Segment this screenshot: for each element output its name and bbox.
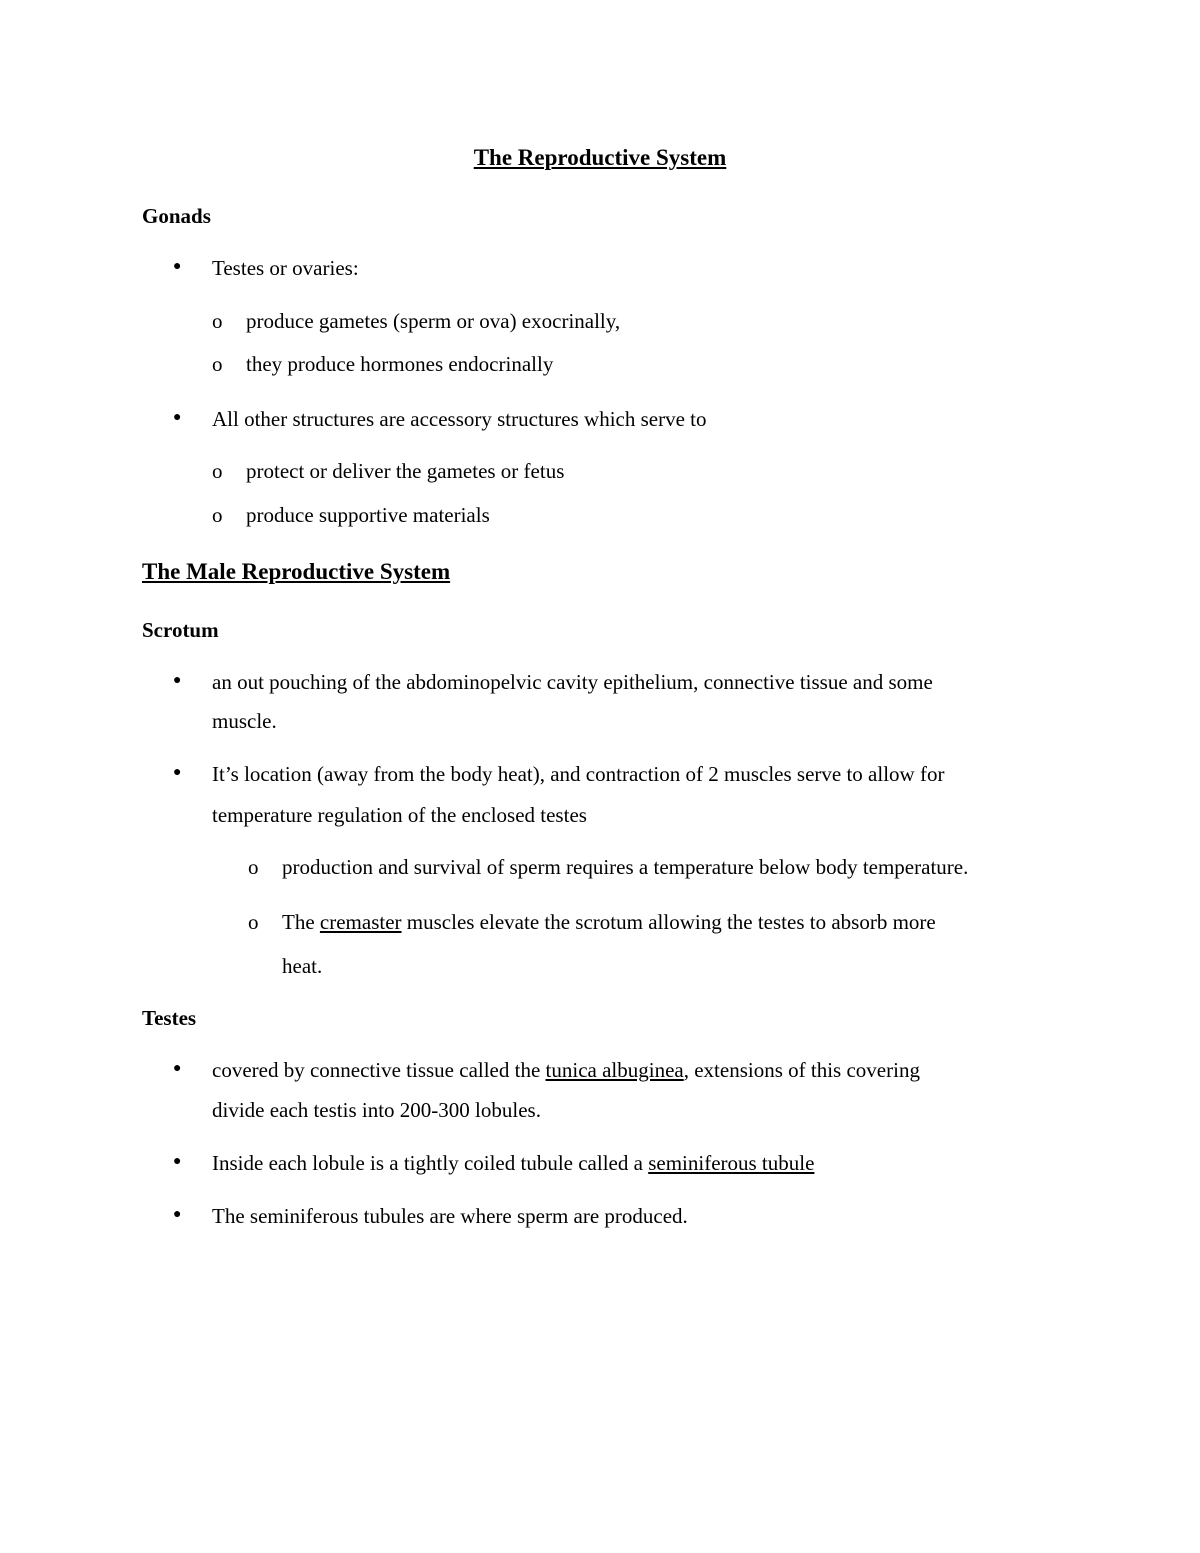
gonads-bullet-1-sub-1: produce gametes (sperm or ova) exocrinally,: [246, 309, 621, 333]
document-title: The Reproductive System: [473, 145, 727, 170]
scrotum-sub-2-line-2: heat.: [282, 954, 323, 978]
bullet-marker: ●: [173, 410, 182, 425]
testes-heading: Testes: [142, 1006, 197, 1030]
gonads-bullet-2: All other structures are accessory structures which serve to: [212, 407, 707, 431]
testes-bullet-1-line-1: [212, 1058, 920, 1082]
male-section-title: The Male Reproductive System: [142, 559, 451, 584]
testes-bullet-2: [212, 1151, 814, 1175]
testes-bullet-1-prefix: covered by connective tissue called the: [212, 1058, 546, 1082]
tunica-albuginea-term: tunica albuginea: [545, 1058, 684, 1082]
bullet-marker: ●: [173, 1207, 182, 1222]
gonads-bullet-1: Testes or ovaries:: [212, 256, 359, 280]
sub-bullet-marker: o: [248, 855, 259, 879]
testes-bullet-3: The seminiferous tubules are where sperm are produced.: [212, 1204, 688, 1228]
bullet-marker: ●: [173, 765, 182, 780]
testes-bullet-1-line-2: divide each testis into 200-300 lobules.: [212, 1098, 541, 1122]
gonads-heading: Gonads: [142, 204, 211, 228]
scrotum-bullet-1-line-1: an out pouching of the abdominopelvic cavity epithelium, connective tissue and some: [212, 670, 933, 694]
gonads-bullet-2-sub-1: protect or deliver the gametes or fetus: [246, 459, 565, 483]
bullet-marker: ●: [173, 1154, 182, 1169]
scrotum-heading: Scrotum: [142, 618, 219, 642]
bullet-marker: ●: [173, 673, 182, 688]
scrotum-sub-1: production and survival of sperm requires a temperature below body temperature.: [282, 855, 969, 879]
scrotum-sub-2-prefix: The: [282, 910, 320, 934]
gonads-bullet-2-sub-2: produce supportive materials: [246, 503, 490, 527]
bullet-marker: ●: [173, 259, 182, 274]
seminiferous-tubule-term: seminiferous tubule: [648, 1151, 815, 1175]
scrotum-bullet-1-line-2: muscle.: [212, 709, 277, 733]
scrotum-sub-2: [282, 910, 936, 934]
cremaster-term: cremaster: [319, 910, 402, 934]
testes-bullet-1-suffix: , extensions of this covering: [683, 1058, 920, 1082]
scrotum-sub-2-suffix: muscles elevate the scrotum allowing the testes to absorb more: [401, 910, 936, 934]
bullet-marker: ●: [173, 1061, 182, 1076]
sub-bullet-marker: o: [212, 503, 223, 527]
gonads-bullet-1-sub-2: they produce hormones endocrinally: [246, 352, 554, 376]
scrotum-bullet-2-line-2: temperature regulation of the enclosed testes: [212, 803, 587, 827]
sub-bullet-marker: o: [212, 309, 223, 333]
scrotum-bullet-2-line-1: It’s location (away from the body heat), and contraction of 2 muscles serve to allow for: [212, 762, 945, 786]
sub-bullet-marker: o: [212, 352, 223, 376]
sub-bullet-marker: o: [212, 459, 223, 483]
sub-bullet-marker: o: [248, 910, 259, 934]
testes-bullet-2-prefix: Inside each lobule is a tightly coiled tubule called a: [212, 1151, 649, 1175]
